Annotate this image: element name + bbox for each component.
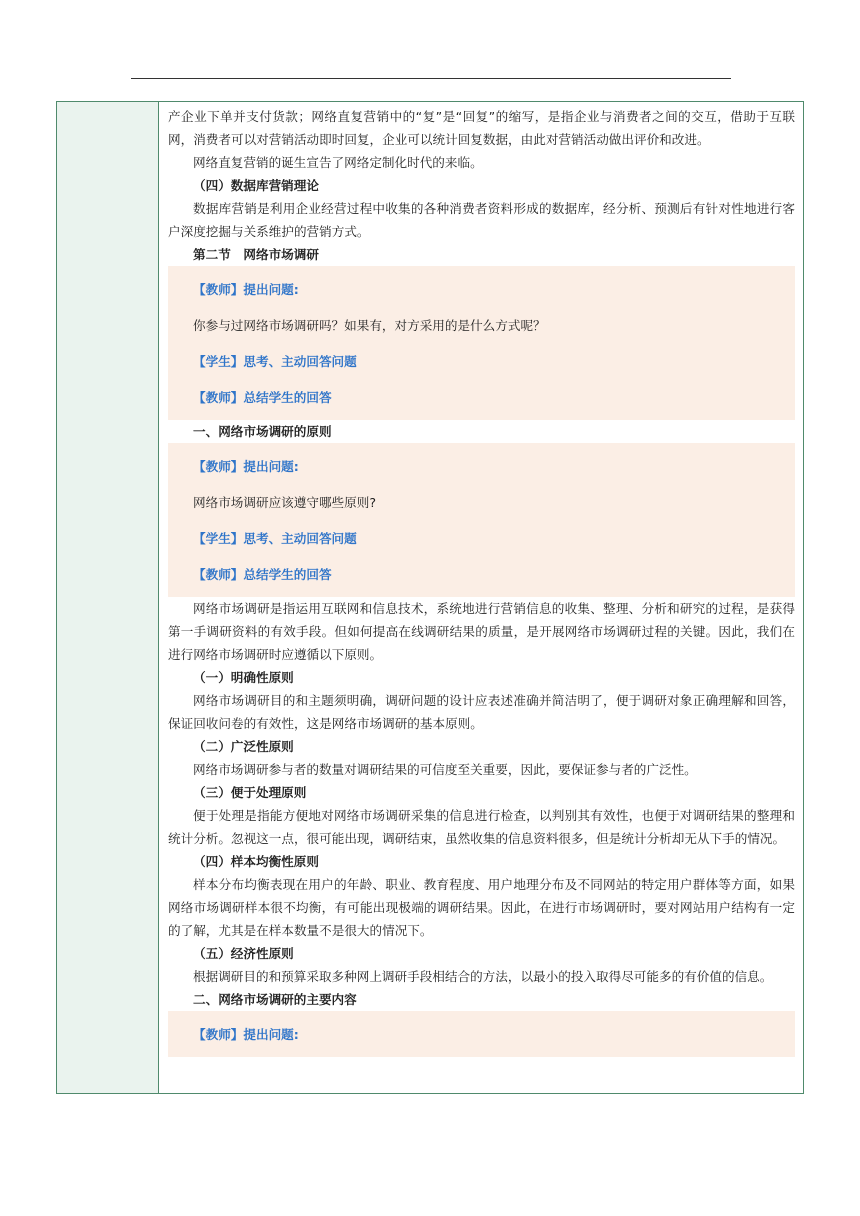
table-left-column xyxy=(57,102,159,1093)
subheading: （一）明确性原则 xyxy=(193,670,294,685)
table-content-column xyxy=(160,102,803,1093)
paragraph: 网络市场调研是指运用互联网和信息技术，系统地进行营销信息的收集、整理、分析和研究的过程，是获得第一手调研资料的有效手段。但如何提高在线调研结果的质量，是开展网络市场调研过程的关键。因此，我们在进行网络市场调研时应遵循以下原则。 xyxy=(168,601,795,662)
question-text: 网络市场调研应该遵守哪些原则? xyxy=(193,495,376,510)
teacher-summary-label: 【教师】总结学生的回答 xyxy=(193,567,332,582)
paragraph: 样本分布均衡表现在用户的年龄、职业、教育程度、用户地理分布及不同网站的特定用户群体等方面，如果网络市场调研样本很不均衡，有可能出现极端的调研结果。因此，在进行市场调研时，要对网站用户结构有一定的了解，尤其是在样本数量不是很大的情况下。 xyxy=(168,877,795,938)
subheading: （二）广泛性原则 xyxy=(193,739,294,754)
section-heading: 第二节 网络市场调研 xyxy=(193,247,319,262)
paragraph: 产企业下单并支付货款；网络直复营销中的“复”是“回复”的缩写，是指企业与消费者之间的交互，借助于互联网，消费者可以对营销活动即时回复，企业可以统计回复数据，由此对营销活动做出评价和改进。 xyxy=(168,109,795,147)
paragraph: 数据库营销是利用企业经营过程中收集的各种消费者资料形成的数据库，经分析、预测后有针对性地进行客户深度挖掘与关系维护的营销方式。 xyxy=(168,201,795,239)
teacher-question-label: 【教师】提出问题: xyxy=(193,282,299,297)
paragraph: 便于处理是指能方便地对网络市场调研采集的信息进行检查，以判别其有效性，也便于对调研结果的整理和统计分析。忽视这一点，很可能出现，调研结束，虽然收集的信息资料很多，但是统计分析却无从下手的情况。 xyxy=(168,808,795,846)
teacher-question-label: 【教师】提出问题: xyxy=(193,459,299,474)
header-rule xyxy=(131,78,731,79)
paragraph: 网络市场调研目的和主题须明确，调研问题的设计应表述准确并简洁明了，便于调研对象正确理解和回答，保证回收问卷的有效性，这是网络市场调研的基本原则。 xyxy=(168,693,795,731)
teacher-summary-label: 【教师】总结学生的回答 xyxy=(193,390,332,405)
qa-box xyxy=(168,266,795,420)
paragraph: 根据调研目的和预算采取多种网上调研手段相结合的方法，以最小的投入取得尽可能多的有价值的信息。 xyxy=(193,969,773,984)
subheading: （三）便于处理原则 xyxy=(193,785,307,800)
subheading: （五）经济性原则 xyxy=(193,946,294,961)
subheading: （四）样本均衡性原则 xyxy=(193,854,319,869)
student-label: 【学生】思考、主动回答问题 xyxy=(193,531,357,546)
section-heading: 一、网络市场调研的原则 xyxy=(193,424,332,439)
paragraph: 网络市场调研参与者的数量对调研结果的可信度至关重要，因此，要保证参与者的广泛性。 xyxy=(193,762,697,777)
student-label: 【学生】思考、主动回答问题 xyxy=(193,354,357,369)
lesson-table xyxy=(56,101,804,1094)
qa-box xyxy=(168,443,795,597)
subheading: （四）数据库营销理论 xyxy=(193,178,319,193)
section-heading: 二、网络市场调研的主要内容 xyxy=(193,992,357,1007)
teacher-question-label: 【教师】提出问题: xyxy=(193,1027,299,1042)
question-text: 你参与过网络市场调研吗？如果有，对方采用的是什么方式呢？ xyxy=(193,318,546,333)
paragraph: 网络直复营销的诞生宣告了网络定制化时代的来临。 xyxy=(193,155,483,170)
qa-box xyxy=(168,1011,795,1057)
